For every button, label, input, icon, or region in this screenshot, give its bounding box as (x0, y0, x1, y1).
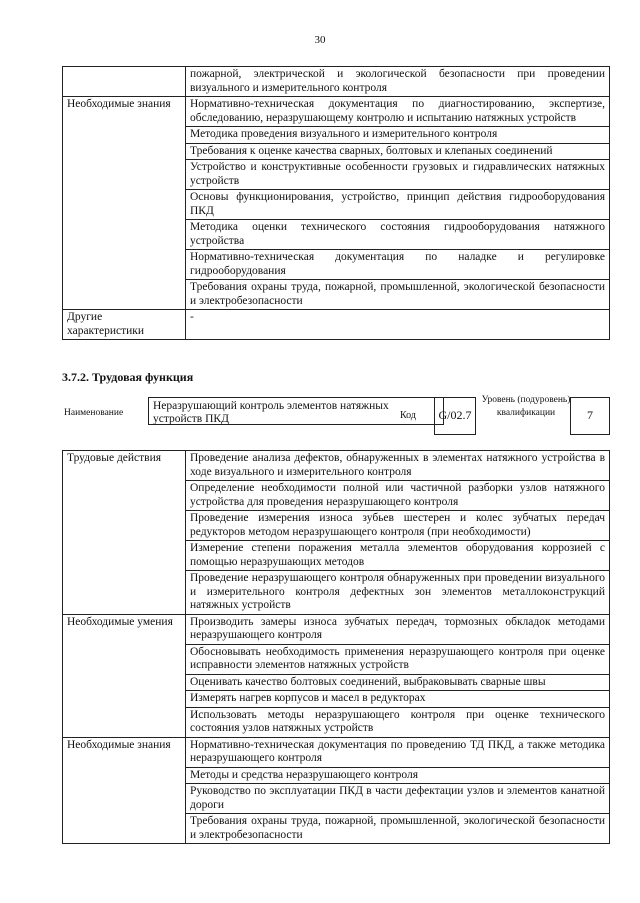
row-item-text: Методика оценки технического состояния гидрооборудования натяжного устройства (186, 220, 610, 250)
row-item-text: Измерять нагрев корпусов и масел в редукторах (186, 691, 610, 708)
function-name-box: Неразрушающий контроль элементов натяжных устройств ПКД (148, 397, 444, 425)
section-title: 3.7.2. Трудовая функция (62, 370, 194, 384)
row-item-text: Основы функционирования, устройство, принцип действия гидрооборудования ПКД (186, 190, 610, 220)
row-item-text: Проведение анализа дефектов, обнаруженных в элементах натяжного устройства в ходе визуального и измерительного контроля (186, 451, 610, 481)
row-group-label: Необходимые знания (63, 97, 186, 310)
name-label: Наименование (64, 408, 124, 418)
row-item-text: Нормативно-техническая документация по наладке и регулировке гидрооборудования (186, 250, 610, 280)
row-item-text: Нормативно-техническая документация по диагностированию, экспертизе, обследованию, неразрушающему контролю и испытанию натяжных устройств (186, 97, 610, 127)
row-group-label: Другие характеристики (63, 310, 186, 340)
row-item-text: Измерение степени поражения металла элементов оборудования коррозией с помощью неразрушающих методов (186, 541, 610, 571)
table-row (63, 614, 610, 644)
table-row (63, 67, 610, 97)
row-item-text: Требования охраны труда, пожарной, промышленной, экологической безопасности и электробезопасности (186, 280, 610, 310)
row-group-label: Необходимые умения (63, 614, 186, 737)
row-item-text: Требования охраны труда, пожарной, промышленной, экологической безопасности и электробезопасности (186, 814, 610, 844)
row-group-label: Необходимые знания (63, 737, 186, 844)
code-label: Код (400, 410, 416, 421)
table-row (63, 310, 610, 340)
function-header (62, 394, 610, 438)
row-item-text: Производить замеры износа зубчатых передач, тормозных обкладок методами неразрушающего контроля (186, 614, 610, 644)
row-item-text: - (186, 310, 610, 340)
row-item-text: Методика проведения визуального и измерительного контроля (186, 127, 610, 144)
row-item-text: Нормативно-техническая документация по проведению ТД ПКД, а также методика неразрушающего контроля (186, 737, 610, 767)
row-item-text: Требования к оценке качества сварных, болтовых и клепаных соединений (186, 143, 610, 160)
row-group-label (63, 67, 186, 97)
row-item-text: Устройство и конструктивные особенности грузовых и гидравлических натяжных устройств (186, 160, 610, 190)
row-item-text: Определение необходимости полной или частичной разборки узлов натяжного устройства для проведения неразрушающего контроля (186, 481, 610, 511)
table-row (63, 97, 610, 127)
function-code-box: G/02.7 (434, 397, 476, 435)
row-item-text: Использовать методы неразрушающего контроля при оценке технического состояния узлов натяжных устройств (186, 707, 610, 737)
row-item-text: Проведение неразрушающего контроля обнаруженных при проведении визуального и измерительного контроля дефектных зон элементов металлоконструкций натяжных устройств (186, 571, 610, 615)
level-label: Уровень (подуровень) квалификации (481, 395, 571, 418)
level-value-box: 7 (570, 397, 610, 435)
row-item-text: Руководство по эксплуатации ПКД в части дефектации узлов и элементов канатной дороги (186, 784, 610, 814)
row-item-text: Проведение измерения износа зубьев шестерен и колес зубчатых передач редукторов методом неразрушающего контроля (при необходимости) (186, 511, 610, 541)
row-item-text: Обосновывать необходимость применения неразрушающего контроля при оценке исправности элементов натяжных устройств (186, 644, 610, 674)
top-requirements-table (62, 66, 610, 340)
row-item-text: пожарной, электрической и экологической безопасности при проведении визуального и измерительного контроля (186, 67, 610, 97)
row-item-text: Методы и средства неразрушающего контроля (186, 767, 610, 784)
row-item-text: Оценивать качество болтовых соединений, выбраковывать сварные швы (186, 674, 610, 691)
table-row (63, 451, 610, 481)
labor-function-table (62, 450, 610, 844)
row-group-label: Трудовые действия (63, 451, 186, 615)
table-row (63, 737, 610, 767)
page-number: 30 (314, 34, 326, 46)
